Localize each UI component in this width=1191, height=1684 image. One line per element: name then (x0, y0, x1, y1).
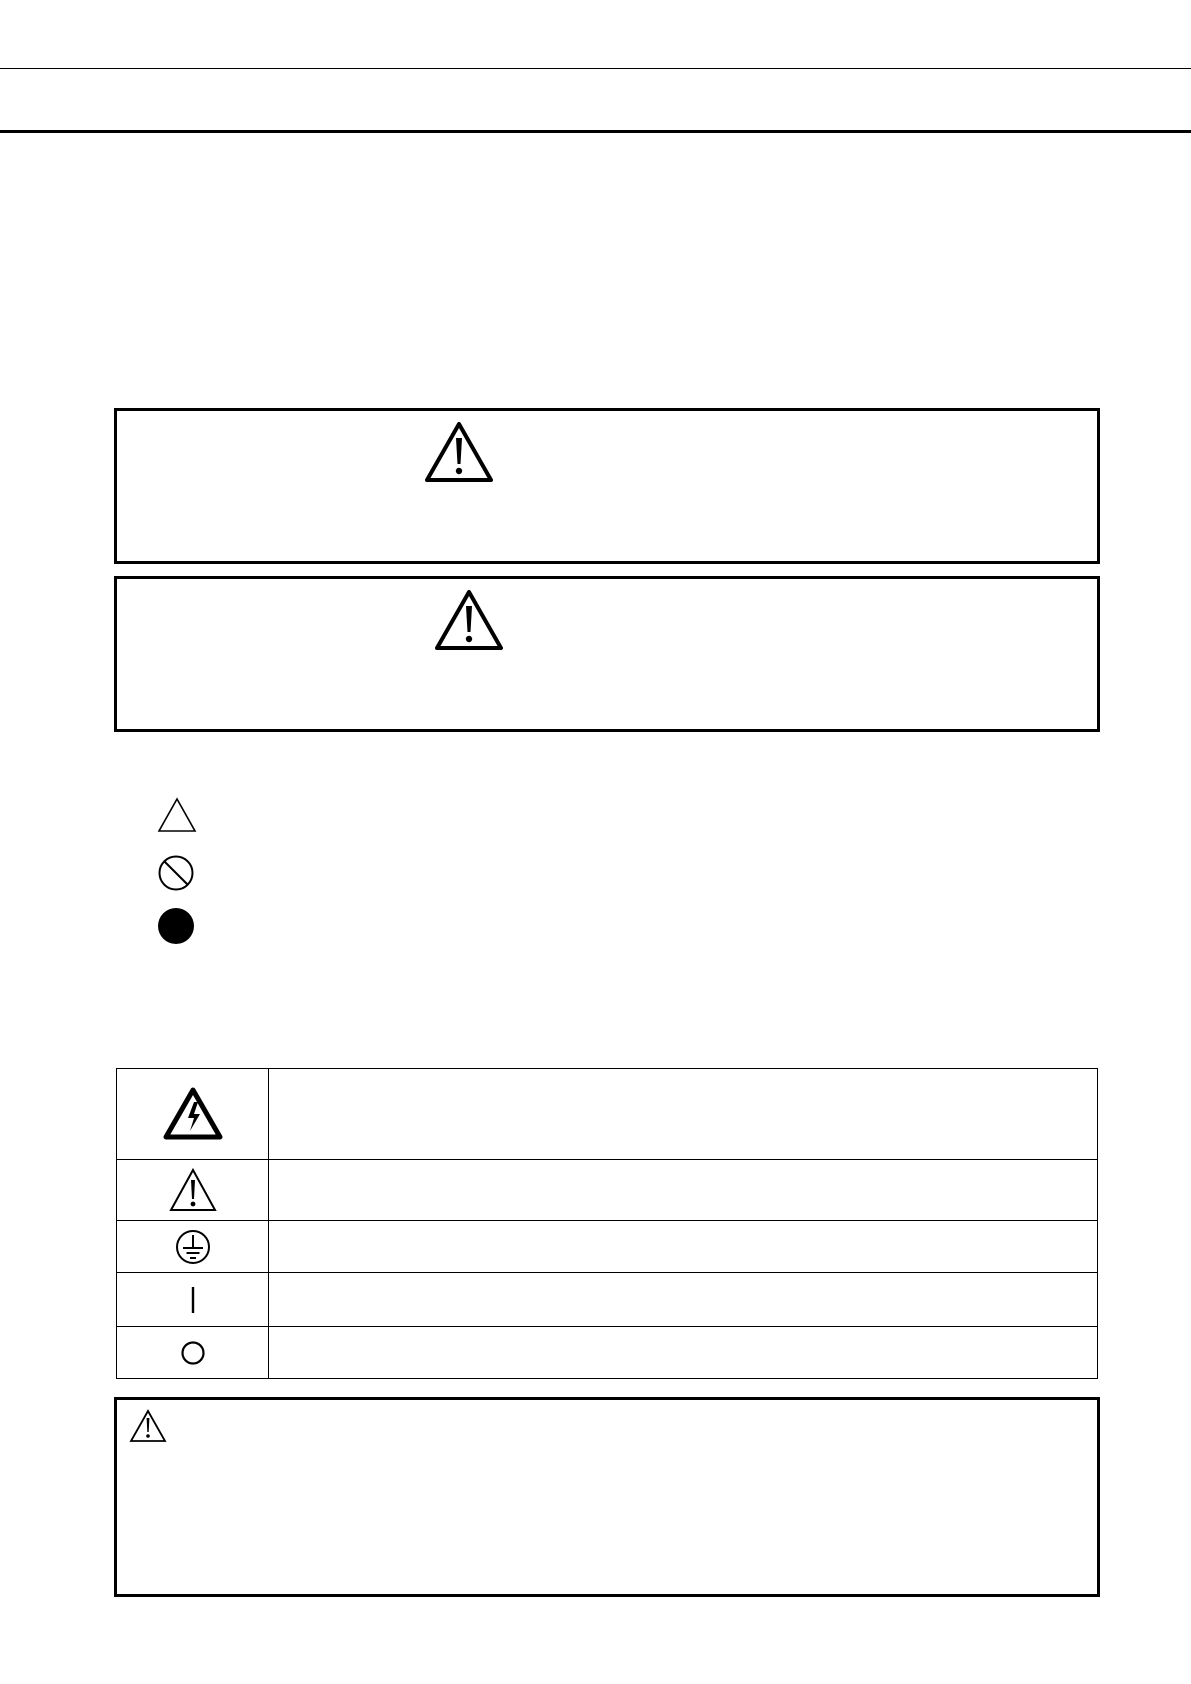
table-cell-text (269, 1273, 1098, 1327)
warning-box (114, 408, 1100, 564)
table-row (117, 1069, 1098, 1160)
symbol-table (116, 1068, 1098, 1379)
bottom-caution-box (114, 1397, 1100, 1597)
warning-triangle-icon (433, 588, 505, 652)
prohibition-icon (157, 854, 195, 892)
warning-triangle-icon (117, 1167, 268, 1213)
table-cell-text (269, 1327, 1098, 1379)
filled-circle-icon (157, 907, 195, 945)
warning-triangle-icon (423, 420, 495, 484)
table-cell-text (269, 1069, 1098, 1160)
warning-triangle-small-icon (129, 1409, 167, 1443)
header-rule-thin (0, 68, 1191, 69)
table-cell-text (269, 1221, 1098, 1273)
header-rule-thick (0, 130, 1191, 133)
table-row (117, 1273, 1098, 1327)
table-cell-text (269, 1160, 1098, 1221)
caution-box (114, 576, 1100, 732)
table-row (117, 1160, 1098, 1221)
protective-earth-icon (117, 1228, 268, 1266)
power-off-icon (117, 1339, 268, 1367)
power-on-icon (117, 1285, 268, 1315)
table-row (117, 1327, 1098, 1379)
electric-shock-warning-icon (117, 1087, 268, 1141)
table-row (117, 1221, 1098, 1273)
triangle-outline-icon (157, 797, 197, 833)
